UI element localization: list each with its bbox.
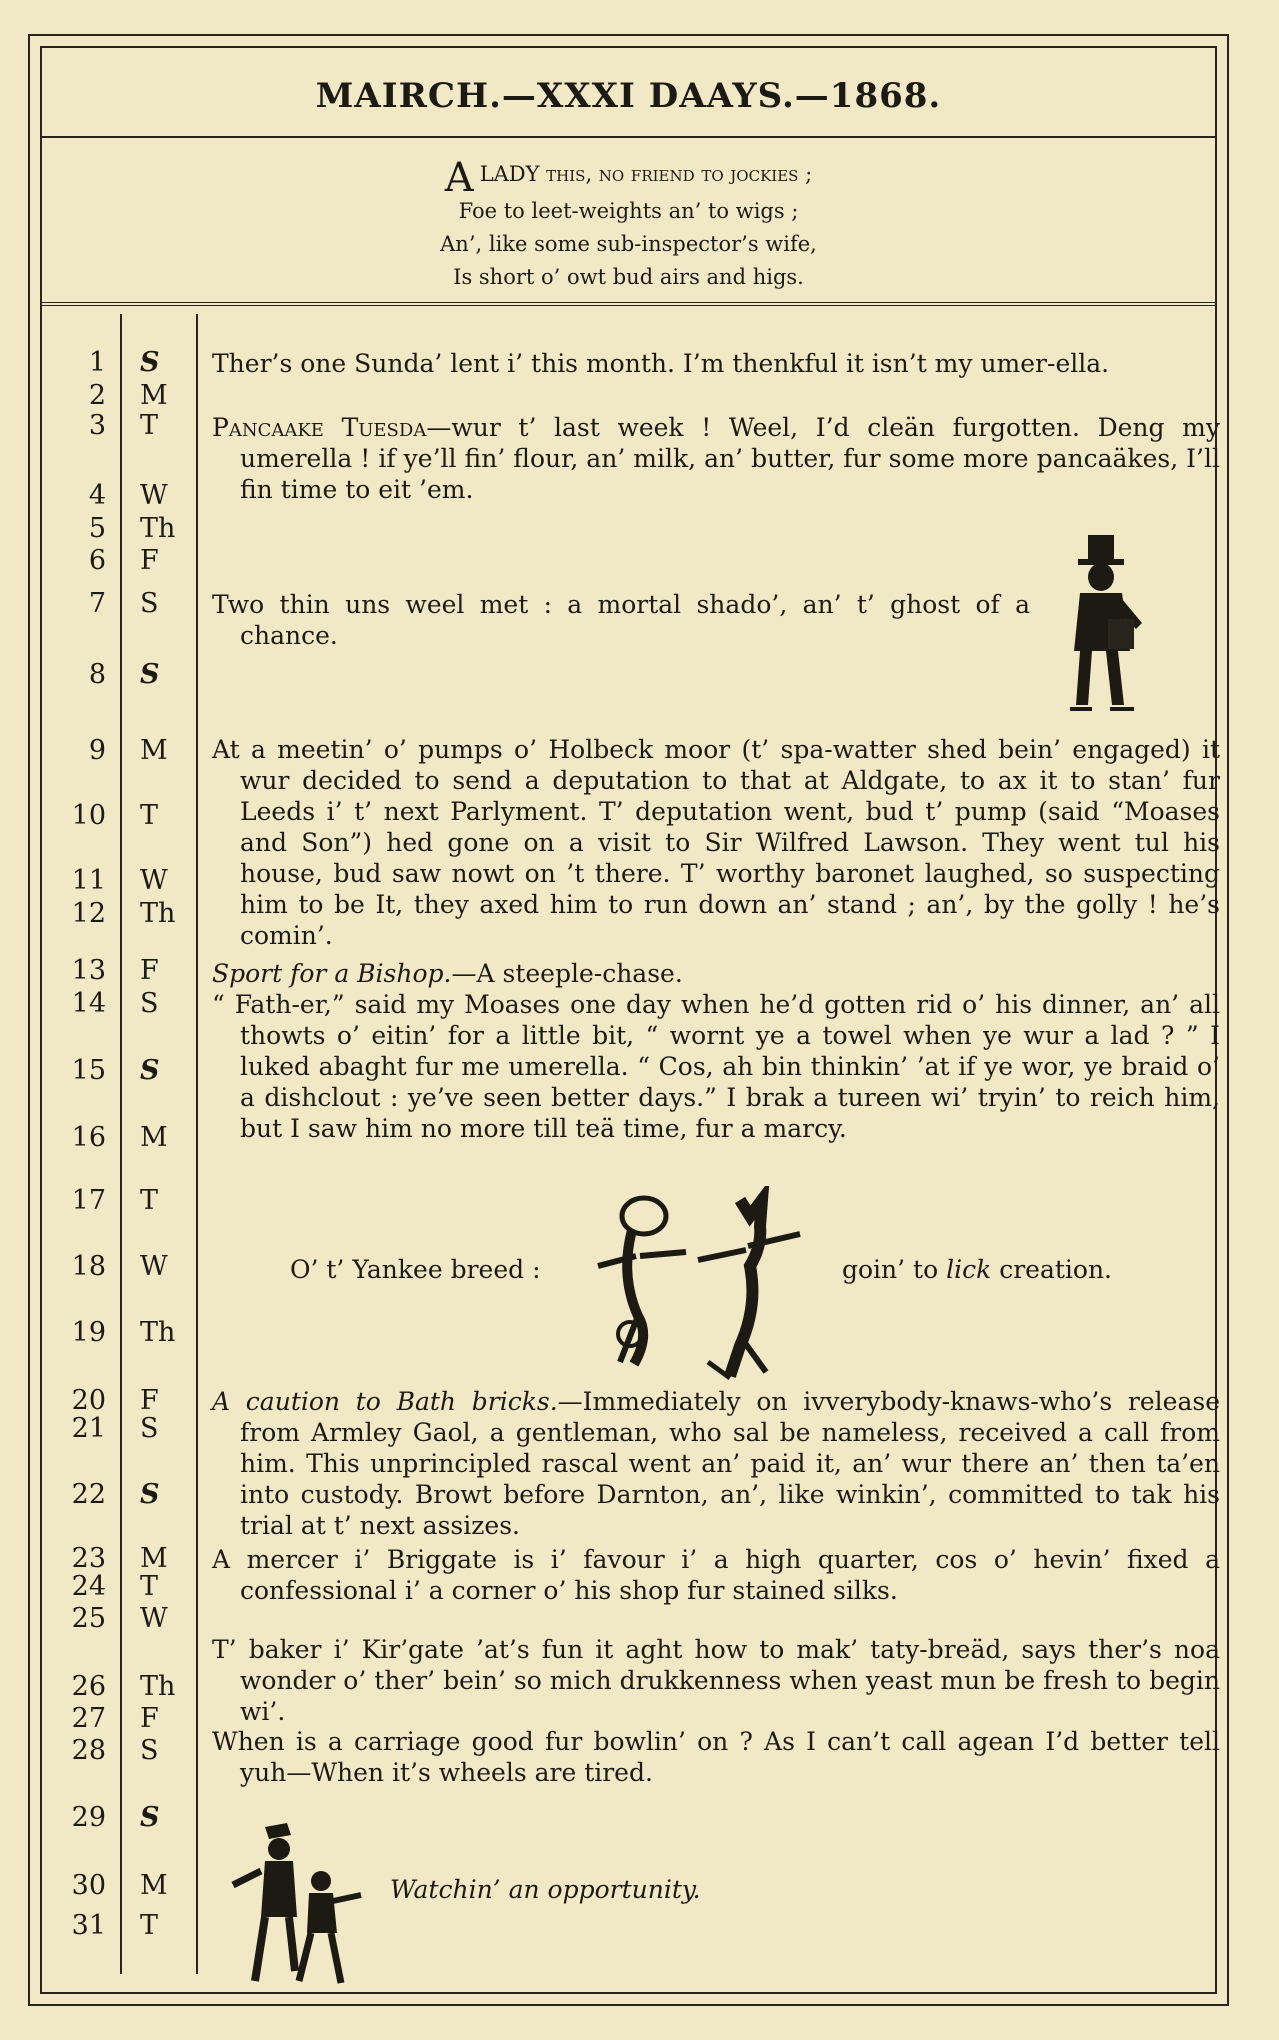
entry-heading: Sport for a Bishop. <box>212 959 452 988</box>
entry-march-9: At a meetin’ o’ pumps o’ Holbeck moor (t’ spa-watter shed bein’ engaged) it wur decided to send a deputation to that at Aldgate, to ax it to stan’ fur Leeds i’ t’ next Parlyment. T’ deputation went, bud t’ pump (said “Moases and Son”) hed gone on a visit to Sir Wilfred Lawson. They went tul his house, bud saw nowt on ’t there. T’ worthy baronet laughed, so suspecting him to be It, they axed him to run down an’ stand ; an’, by the golly ! he’s comin’. <box>212 735 1220 950</box>
day-letter: S <box>140 659 160 690</box>
date-number: 10 <box>71 800 106 831</box>
entry-heading: Pancaake Tuesda <box>212 413 427 442</box>
day-letter: Th <box>140 1317 176 1348</box>
entry-march-25: T’ baker i’ Kir’gate ’at’s fun it aght how to mak’ taty-breäd, says ther’s noa wonder o’ ther’ bein’ so mich drukkenness when yeast mun be fresh to begin wi’. <box>212 1635 1220 1726</box>
date-number: 27 <box>71 1703 106 1734</box>
date-number: 8 <box>88 659 106 690</box>
date-column-divider <box>120 314 122 1974</box>
date-number: 3 <box>88 410 106 441</box>
date-number: 5 <box>88 513 106 544</box>
day-letter: S <box>140 1735 159 1766</box>
day-letter: M <box>140 735 168 766</box>
entry-text: creation. <box>991 1255 1112 1284</box>
date-number: 14 <box>71 988 106 1019</box>
day-letter: F <box>140 545 159 576</box>
day-letter: Th <box>140 1671 176 1702</box>
day-letter: W <box>140 865 168 896</box>
date-number: 15 <box>71 1055 106 1086</box>
day-letter: M <box>140 380 168 411</box>
entry-body: —wur t’ last week ! Weel, I’d cleän furgotten. Deng my umerella ! if ye’ll fin’ flour, an’ milk, an’ butter, fur some more pancaäkes, I’ll fin time to eit ’em. <box>240 413 1220 504</box>
verse-rule <box>40 302 1217 306</box>
day-letter: T <box>140 1571 159 1602</box>
date-number: 4 <box>88 480 106 511</box>
entry-body: —A steeple-chase. <box>451 959 683 988</box>
day-letter: F <box>140 955 159 986</box>
entry-march-27: When is a carriage good fur bowlin’ on ? As I can’t call agean I’d better tell yuh—When it’s wheels are tired. <box>212 1727 1220 1787</box>
date-number: 22 <box>71 1479 106 1510</box>
entry-march-18-left: O’ t’ Yankee breed : <box>290 1255 541 1284</box>
day-letter: S <box>140 1802 160 1833</box>
date-number: 1 <box>88 347 106 378</box>
day-letter: S <box>140 1413 159 1444</box>
date-number: 20 <box>71 1385 106 1416</box>
date-number: 18 <box>71 1251 106 1282</box>
day-letter: S <box>140 1055 160 1086</box>
date-number: 17 <box>71 1185 106 1216</box>
entry-emphasis: lick <box>946 1255 992 1284</box>
day-letter: W <box>140 1251 168 1282</box>
entry-march-13 <box>212 958 1220 989</box>
day-letter: T <box>140 800 159 831</box>
entry-march-7: Two thin uns weel met : a mortal shado’, an’ t’ ghost of a chance. <box>212 590 1030 650</box>
date-number: 26 <box>71 1671 106 1702</box>
date-number: 25 <box>71 1603 106 1634</box>
day-letter: M <box>140 1543 168 1574</box>
date-number: 9 <box>88 735 106 766</box>
opening-verse <box>30 155 1227 294</box>
entry-march-30: Watchin’ an opportunity. <box>390 1875 701 1904</box>
day-letter: T <box>140 1185 159 1216</box>
day-letter: S <box>140 588 159 619</box>
day-letter: T <box>140 1910 159 1941</box>
date-number: 28 <box>71 1735 106 1766</box>
date-number: 23 <box>71 1543 106 1574</box>
date-number: 11 <box>71 865 106 896</box>
day-letter: F <box>140 1703 159 1734</box>
running-men-figure-icon <box>225 1821 365 1991</box>
verse-line-1: LADY this, no friend to jockies ; <box>479 162 813 186</box>
day-letter: S <box>140 988 159 1019</box>
entry-march-3 <box>212 412 1220 505</box>
date-number: 7 <box>88 588 106 619</box>
title-rule <box>40 136 1217 138</box>
date-number: 29 <box>71 1802 106 1833</box>
date-number: 13 <box>71 955 106 986</box>
verse-line-3: An’, like some sub-inspector’s wife, <box>440 232 817 256</box>
verse-line-2: Foe to leet-weights an’ to wigs ; <box>458 199 799 223</box>
day-letter: S <box>140 347 160 378</box>
verse-line-4: Is short o’ owt bud airs and higs. <box>453 265 804 289</box>
date-number: 30 <box>71 1870 106 1901</box>
day-letter: M <box>140 1870 168 1901</box>
day-letter: F <box>140 1385 159 1416</box>
day-letter: M <box>140 1122 168 1153</box>
entry-text: goin’ to <box>842 1255 947 1284</box>
day-letter: W <box>140 480 168 511</box>
entry-body: —Immediately on ivverybody-knaws-who’s release from Armley Gaol, a gentleman, who sal be nameless, received a call from him. This unprincipled rascal went an’ paid it, an’ wur there an’ then ta’en into custody. Browt before Darnton, an’, like winkin’, committed to tak his trial at t’ next assizes. <box>240 1387 1220 1540</box>
date-number: 19 <box>71 1317 106 1348</box>
almanac-page <box>28 34 1229 2006</box>
day-letter: Th <box>140 898 176 929</box>
entry-march-14: “ Fath-er,” said my Moases one day when he’d gotten rid o’ his dinner, an’ all thowts o’ eitin’ for a little bit, “ wornt ye a towel when ye wur a lad ? ” I luked abaght fur me umerella. “ Cos, ah bin thinkin’ ’at if ye wor, ye braid o’ a dishclout : ye’ve seen better days.” I brak a tureen wi’ tryin’ to reich him, but I saw him no more till teä time, fur a marcy. <box>212 990 1220 1143</box>
entry-heading: A caution to Bath bricks. <box>212 1387 558 1416</box>
verse-drop-cap: A <box>444 155 474 201</box>
entry-march-1: Ther’s one Sunda’ lent i’ this month. I’m thenkful it isn’t my umer-ella. <box>212 349 1110 378</box>
day-letter: Th <box>140 513 176 544</box>
day-letter: S <box>140 1479 160 1510</box>
entry-march-23: A mercer i’ Briggate is i’ favour i’ a high quarter, cos o’ hevin’ fixed a confessional i’ a corner o’ his shop fur stained silks. <box>212 1545 1220 1605</box>
day-letter: T <box>140 410 159 441</box>
top-hat-man-figure-icon <box>1050 531 1160 711</box>
date-number: 2 <box>88 380 106 411</box>
page-title: MAIRCH.—XXXI DAAYS.—1868. <box>315 76 942 116</box>
entry-march-20 <box>212 1386 1220 1541</box>
entry-march-18-right <box>842 1254 1172 1285</box>
date-number: 21 <box>71 1413 106 1444</box>
dancing-dogs-figure-icon <box>590 1186 810 1386</box>
date-number: 24 <box>71 1571 106 1602</box>
date-number: 6 <box>88 545 106 576</box>
date-number: 16 <box>71 1122 106 1153</box>
date-number: 12 <box>71 898 106 929</box>
date-number: 31 <box>71 1910 106 1941</box>
day-letter: W <box>140 1603 168 1634</box>
